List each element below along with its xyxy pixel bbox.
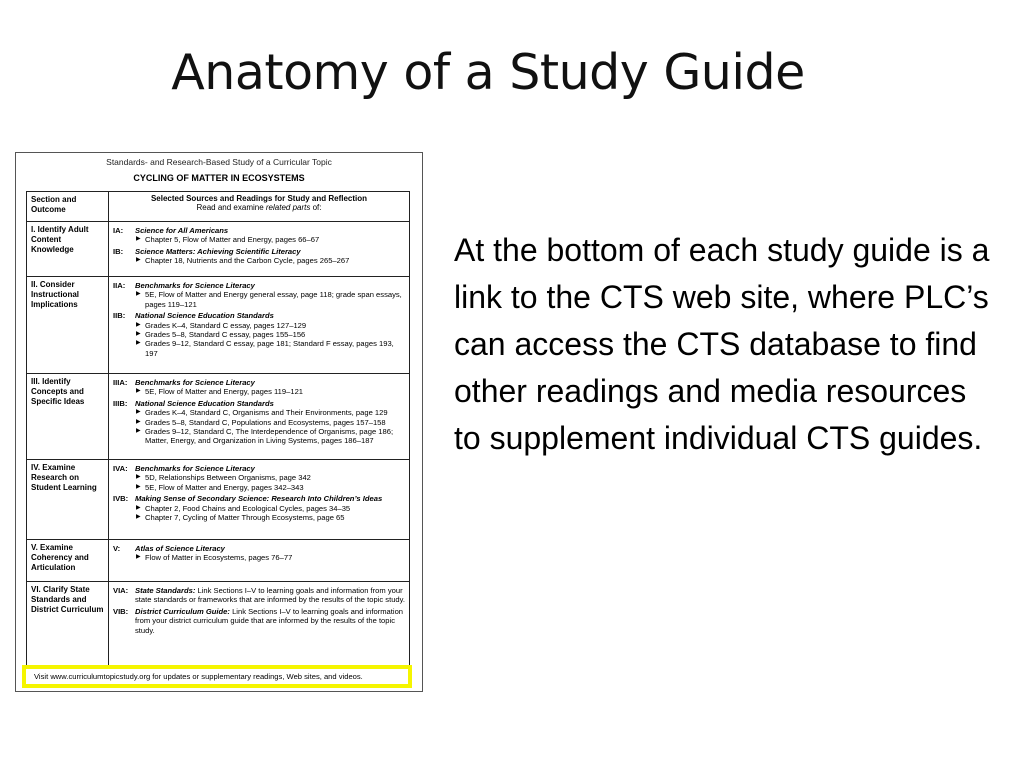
- entry-source: Atlas of Science Literacy: [135, 544, 225, 553]
- entry-body: [135, 544, 405, 563]
- section-readings: [109, 460, 409, 539]
- entry-code: VIA:: [113, 586, 129, 595]
- cts-website-link[interactable]: Visit www.curriculumtopicstudy.org for updates or supplementary readings, Web sites, and videos.: [22, 665, 412, 688]
- entry-source: Benchmarks for Science Literacy: [135, 464, 255, 473]
- entry-body: [135, 281, 405, 309]
- reading-entry: [113, 399, 405, 446]
- entry-source: State Standards:: [135, 586, 196, 595]
- reading-item: [135, 235, 405, 244]
- table-row: [27, 582, 409, 668]
- reading-item-text: 5E, Flow of Matter and Energy, pages 119–121: [145, 387, 304, 397]
- triangle-bullet-icon: ▶: [136, 483, 141, 490]
- reading-entry: [113, 586, 405, 605]
- triangle-bullet-icon: ▶: [136, 388, 141, 395]
- triangle-bullet-icon: ▶: [136, 514, 141, 521]
- reading-entry: [113, 544, 405, 563]
- reading-item: [135, 256, 405, 265]
- entry-code: IA:: [113, 226, 124, 235]
- entry-code: IIA:: [113, 281, 126, 290]
- triangle-bullet-icon: ▶: [136, 291, 141, 298]
- entry-source: Benchmarks for Science Literacy: [135, 378, 255, 387]
- reading-item: [135, 483, 405, 492]
- col2-sub-italic: related parts: [265, 203, 311, 213]
- entry-body: [135, 311, 405, 358]
- reading-entry: [113, 378, 405, 397]
- entry-body: [135, 247, 405, 266]
- table-row: [27, 460, 409, 540]
- entry-source: National Science Education Standards: [135, 398, 274, 408]
- entry-body: [135, 226, 405, 245]
- reading-entry: [113, 494, 405, 522]
- reading-item-text: Grades 9–12, Standard C essay, page 181; Standard F essay, pages 193, 197: [145, 339, 394, 358]
- reading-item-text: Grades 5–8, Standard C, Populations and Ecosystems, pages 157–158: [145, 417, 386, 427]
- slide-title: Anatomy of a Study Guide: [171, 44, 805, 101]
- section-label: III. Identify Concepts and Specific Ideas: [27, 374, 109, 459]
- reading-item: [135, 330, 405, 339]
- reading-item-text: 5D, Relationships Between Organisms, page 342: [145, 473, 311, 483]
- reading-item: [135, 290, 405, 309]
- triangle-bullet-icon: ▶: [136, 257, 141, 264]
- reading-item-text: 5E, Flow of Matter and Energy general essay, page 118; grade span essays, pages 119–121: [145, 290, 402, 309]
- entry-code: IVB:: [113, 494, 129, 504]
- doc-header-title: CYCLING OF MATTER IN ECOSYSTEMS: [133, 173, 305, 183]
- entry-body: [135, 378, 405, 397]
- doc-header: [16, 157, 422, 183]
- triangle-bullet-icon: ▶: [136, 409, 141, 416]
- section-label: VI. Clarify State Standards and District Curriculum: [27, 582, 109, 668]
- triangle-bullet-icon: ▶: [136, 340, 141, 347]
- triangle-bullet-icon: ▶: [136, 554, 141, 561]
- col2-header-title: Selected Sources and Readings for Study and Reflection: [150, 194, 368, 203]
- reading-item: [135, 408, 405, 417]
- reading-entry: [113, 281, 405, 309]
- triangle-bullet-icon: ▶: [136, 236, 141, 243]
- entry-body: [135, 494, 405, 522]
- reading-item-text: Chapter 5, Flow of Matter and Energy, pages 66–67: [145, 235, 320, 245]
- section-readings: [109, 582, 409, 668]
- col2-header: [109, 192, 409, 221]
- reading-item: [135, 427, 405, 446]
- reading-item: [135, 513, 405, 522]
- col1-header: Section and Outcome: [27, 192, 109, 221]
- study-guide-image: [15, 152, 423, 692]
- reading-item-text: Grades 5–8, Standard C essay, pages 155–156: [145, 330, 306, 340]
- reading-item-text: 5E, Flow of Matter and Energy, pages 342–343: [145, 482, 304, 492]
- reading-item: [135, 321, 405, 330]
- reading-item-text: Grades K–4, Standard C essay, pages 127–129: [145, 320, 307, 330]
- col2-header-sub: [113, 203, 405, 212]
- table-header-row: [27, 192, 409, 222]
- section-readings: [109, 540, 409, 581]
- entry-code: IVA:: [113, 464, 128, 473]
- entry-code: VIB:: [113, 606, 129, 616]
- reading-item-text: Chapter 18, Nutrients and the Carbon Cycle, pages 265–267: [145, 256, 350, 266]
- entry-source: Science for All Americans: [135, 226, 229, 235]
- triangle-bullet-icon: ▶: [136, 331, 141, 338]
- section-label: IV. Examine Research on Student Learning: [27, 460, 109, 539]
- section-readings: [109, 277, 409, 373]
- section-label: V. Examine Coherency and Articulation: [27, 540, 109, 581]
- entry-text: Link Sections I–V to learning goals and information from your state standards or frameworks that are informed by the results of the topic study.: [135, 586, 405, 605]
- reading-entry: [113, 464, 405, 492]
- entry-source: Making Sense of Secondary Science: Research Into Children’s Ideas: [135, 494, 383, 504]
- entry-source: National Science Education Standards: [135, 311, 274, 321]
- reading-item-text: Flow of Matter in Ecosystems, pages 76–77: [145, 553, 293, 563]
- triangle-bullet-icon: ▶: [136, 504, 141, 511]
- reading-item: [135, 418, 405, 427]
- reading-entry: [113, 311, 405, 358]
- entry-code: IIIA:: [113, 378, 128, 387]
- entry-body: [135, 586, 405, 605]
- entry-code: IIIB:: [113, 398, 128, 408]
- entry-source: Science Matters: Achieving Scientific Literacy: [135, 246, 301, 256]
- entry-body: [135, 399, 405, 446]
- section-label: II. Consider Instructional Implications: [27, 277, 109, 373]
- table-row: [27, 540, 409, 582]
- table-row: [27, 374, 409, 460]
- col2-sub-suffix: of:: [310, 203, 322, 213]
- reading-entry: [113, 247, 405, 266]
- entry-body: [135, 607, 405, 635]
- triangle-bullet-icon: ▶: [136, 418, 141, 425]
- entry-source: Benchmarks for Science Literacy: [135, 281, 255, 290]
- reading-item: [135, 504, 405, 513]
- table-row: [27, 277, 409, 374]
- section-readings: [109, 222, 409, 276]
- triangle-bullet-icon: ▶: [136, 474, 141, 481]
- slide-description: At the bottom of each study guide is a link to the CTS web site, where PLC’s can access the CTS database to find other readings and media resources to supplement individual CTS guides.: [454, 232, 990, 456]
- reading-item: [135, 387, 405, 396]
- section-readings: [109, 374, 409, 459]
- entry-text: Link Sections I–V to learning goals and information from your district curriculum guide that are informed by the results of the topic study.: [135, 606, 404, 635]
- table-row: [27, 222, 409, 277]
- entry-code: IB:: [113, 246, 124, 256]
- reading-entry: [113, 607, 405, 635]
- doc-header-subtitle: Standards- and Research-Based Study of a Curricular Topic: [106, 157, 332, 167]
- triangle-bullet-icon: ▶: [136, 321, 141, 328]
- col2-sub-prefix: Read and examine: [196, 203, 266, 213]
- reading-item: [135, 553, 405, 562]
- reading-item: [135, 473, 405, 482]
- reading-item: [135, 339, 405, 358]
- entry-source: District Curriculum Guide:: [135, 606, 230, 616]
- section-label: I. Identify Adult Content Knowledge: [27, 222, 109, 276]
- entry-body: [135, 464, 405, 492]
- reading-item-text: Grades 9–12, Standard C, The Interdependence of Organisms, page 186; Matter, Energy, and Organization in Living Systems, pages 186–187: [145, 427, 394, 446]
- reading-item-text: Grades K–4, Standard C, Organisms and Their Environments, page 129: [145, 408, 388, 418]
- triangle-bullet-icon: ▶: [136, 428, 141, 435]
- reading-item-text: Chapter 7, Cycling of Matter Through Ecosystems, page 65: [145, 513, 345, 523]
- study-guide-table: [26, 191, 410, 667]
- entry-code: IIB:: [113, 311, 126, 321]
- reading-entry: [113, 226, 405, 245]
- entry-code: V:: [113, 544, 121, 553]
- reading-item-text: Chapter 2, Food Chains and Ecological Cycles, pages 34–35: [145, 503, 351, 513]
